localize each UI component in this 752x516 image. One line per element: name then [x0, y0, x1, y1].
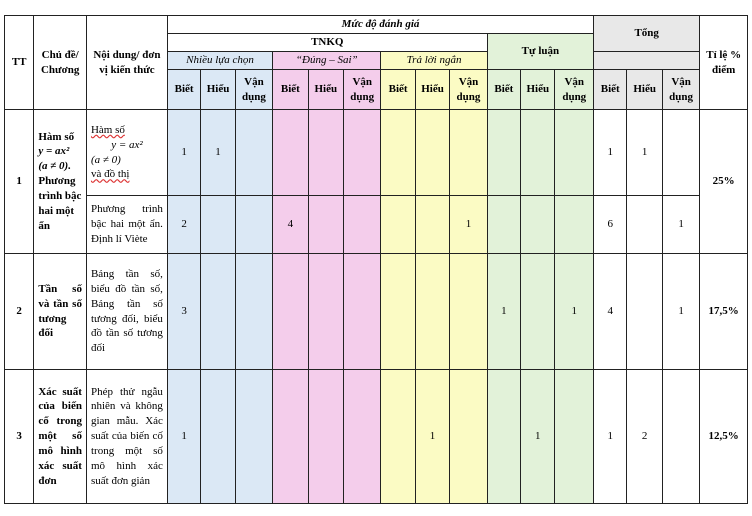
header-vd-tong: Vận dụng [662, 70, 699, 110]
header-hieu-tl: Hiểu [521, 70, 555, 110]
row2-vd-tl: 1 [555, 254, 594, 370]
row2-hieu-tln [415, 254, 449, 370]
row3-noidung: Phép thử ngẫu nhiên và không gian mẫu. Xác suất của biến cố trong một số mô hình xác suất đơn giản [86, 370, 167, 504]
row3-hieu-ds [308, 370, 343, 504]
header-tra-loi-ngan: Trả lời ngắn [381, 52, 487, 70]
header-vd-mcq: Vận dụng [235, 70, 272, 110]
row1-sub1-biet-tl [487, 110, 520, 196]
row3-chude: Xác suất của biến cố trong một số mô hình xác suất đơn [34, 370, 87, 504]
row1-sub2-vd-mcq [235, 196, 272, 254]
header-hieu-mcq: Hiểu [201, 70, 235, 110]
row3-biet-ds [273, 370, 308, 504]
row1-sub1-noidung-line1: Hàm số [90, 123, 125, 136]
row1-sub1-tong-vd [662, 110, 699, 196]
row1-sub2-hieu-tl [521, 196, 555, 254]
header-hieu-ds: Hiểu [308, 70, 343, 110]
row1-sub1-noidung-formula1: y = ax² [111, 138, 143, 151]
row1-sub1-noidung [86, 110, 167, 196]
row1-sub1-hieu-ds [308, 110, 343, 196]
header-tong-spacer [594, 52, 700, 70]
row2-tile: 17,5% [700, 254, 748, 370]
row2-vd-ds [344, 254, 381, 370]
row1-sub1-vd-mcq [235, 110, 272, 196]
table-row [5, 254, 748, 370]
row1-sub2-biet-tln [381, 196, 415, 254]
header-vd-tln: Vận dụng [450, 70, 487, 110]
row1-chude-formula2: (a ≠ 0). [38, 160, 71, 173]
table-row [5, 370, 748, 504]
table-row [5, 196, 748, 254]
row2-noidung: Bảng tần số, biểu đồ tần số, Bảng tần số tương đối, biểu đồ tần số tương đối [86, 254, 167, 370]
row1-sub2-noidung: Phương trình bậc hai một ẩn. Định lí Viète [86, 196, 167, 254]
header-mucdo: Mức độ đánh giá [167, 16, 593, 34]
row1-sub1-hieu-mcq: 1 [201, 110, 235, 196]
row3-tong-vd [662, 370, 699, 504]
header-stt: TT [5, 16, 34, 110]
row2-vd-mcq [235, 254, 272, 370]
header-biet-tong: Biết [594, 70, 627, 110]
header-tile: Tỉ lệ % điểm [700, 16, 748, 110]
row2-vd-tln [450, 254, 487, 370]
header-dung-sai: “Đúng – Sai” [273, 52, 381, 70]
row2-hieu-ds [308, 254, 343, 370]
row1-tile: 25% [700, 110, 748, 254]
header-nhieu-lua-chon: Nhiều lựa chọn [167, 52, 272, 70]
row1-sub2-biet-ds: 4 [273, 196, 308, 254]
row1-sub1-noidung-formula2: (a ≠ 0) [90, 153, 121, 166]
row2-hieu-mcq [201, 254, 235, 370]
row1-sub2-vd-ds [344, 196, 381, 254]
row1-sub2-hieu-ds [308, 196, 343, 254]
row3-hieu-tl: 1 [521, 370, 555, 504]
row1-sub2-biet-mcq: 2 [167, 196, 200, 254]
row1-sub1-vd-ds [344, 110, 381, 196]
header-biet-tl: Biết [487, 70, 520, 110]
table-row [5, 110, 748, 196]
row1-sub2-hieu-mcq [201, 196, 235, 254]
header-biet-ds: Biết [273, 70, 308, 110]
header-biet-mcq: Biết [167, 70, 200, 110]
row3-tong-hieu: 2 [627, 370, 662, 504]
row1-sub2-hieu-tln [415, 196, 449, 254]
row2-biet-tln [381, 254, 415, 370]
row3-vd-tln [450, 370, 487, 504]
header-vd-tl: Vận dụng [555, 70, 594, 110]
header-hieu-tong: Hiểu [627, 70, 662, 110]
row1-chude [34, 110, 87, 254]
row1-sub1-hieu-tln [415, 110, 449, 196]
header-noidung: Nội dung/ đơn vị kiến thức [86, 16, 167, 110]
row3-biet-tln [381, 370, 415, 504]
header-chude: Chủ đề/ Chương [34, 16, 87, 110]
row3-hieu-tln: 1 [415, 370, 449, 504]
row3-vd-ds [344, 370, 381, 504]
row1-sub1-biet-ds [273, 110, 308, 196]
row1-chude-formula1: y = ax² [38, 145, 70, 158]
row3-vd-tl [555, 370, 594, 504]
row3-stt: 3 [5, 370, 34, 504]
row2-tong-vd: 1 [662, 254, 699, 370]
row2-hieu-tl [521, 254, 555, 370]
header-vd-ds: Vận dụng [344, 70, 381, 110]
header-tuluan: Tự luận [487, 34, 593, 70]
row2-biet-ds [273, 254, 308, 370]
assessment-matrix [4, 15, 748, 504]
row3-tong-biet: 1 [594, 370, 627, 504]
matrix-table [4, 15, 748, 504]
row2-biet-mcq: 3 [167, 254, 200, 370]
row1-sub2-tong-biet: 6 [594, 196, 627, 254]
row2-tong-hieu [627, 254, 662, 370]
row2-chude: Tần số và tần số tương đối [34, 254, 87, 370]
row2-tong-biet: 4 [594, 254, 627, 370]
row1-sub2-tong-hieu [627, 196, 662, 254]
header-biet-tln: Biết [381, 70, 415, 110]
row1-sub1-vd-tl [555, 110, 594, 196]
row2-stt: 2 [5, 254, 34, 370]
header-hieu-tln: Hiểu [415, 70, 449, 110]
row1-sub1-vd-tln [450, 110, 487, 196]
row3-biet-tl [487, 370, 520, 504]
row1-sub1-hieu-tl [521, 110, 555, 196]
row1-sub2-biet-tl [487, 196, 520, 254]
row1-chude-line1: Hàm số [38, 130, 75, 143]
row1-sub2-tong-vd: 1 [662, 196, 699, 254]
row1-chude-line2: Phương trình bậc hai một ẩn [38, 175, 82, 232]
row1-sub1-noidung-line2: và đồ thị [90, 168, 130, 181]
row3-biet-mcq: 1 [167, 370, 200, 504]
row1-stt: 1 [5, 110, 34, 254]
row1-sub1-biet-tln [381, 110, 415, 196]
row2-biet-tl: 1 [487, 254, 520, 370]
row1-sub1-tong-biet: 1 [594, 110, 627, 196]
row3-tile: 12,5% [700, 370, 748, 504]
header-tong: Tổng [594, 16, 700, 52]
header-tnkq: TNKQ [167, 34, 487, 52]
row1-sub2-vd-tln: 1 [450, 196, 487, 254]
row1-sub1-biet-mcq: 1 [167, 110, 200, 196]
row3-hieu-mcq [201, 370, 235, 504]
row3-vd-mcq [235, 370, 272, 504]
row1-sub1-tong-hieu: 1 [627, 110, 662, 196]
row1-sub2-vd-tl [555, 196, 594, 254]
